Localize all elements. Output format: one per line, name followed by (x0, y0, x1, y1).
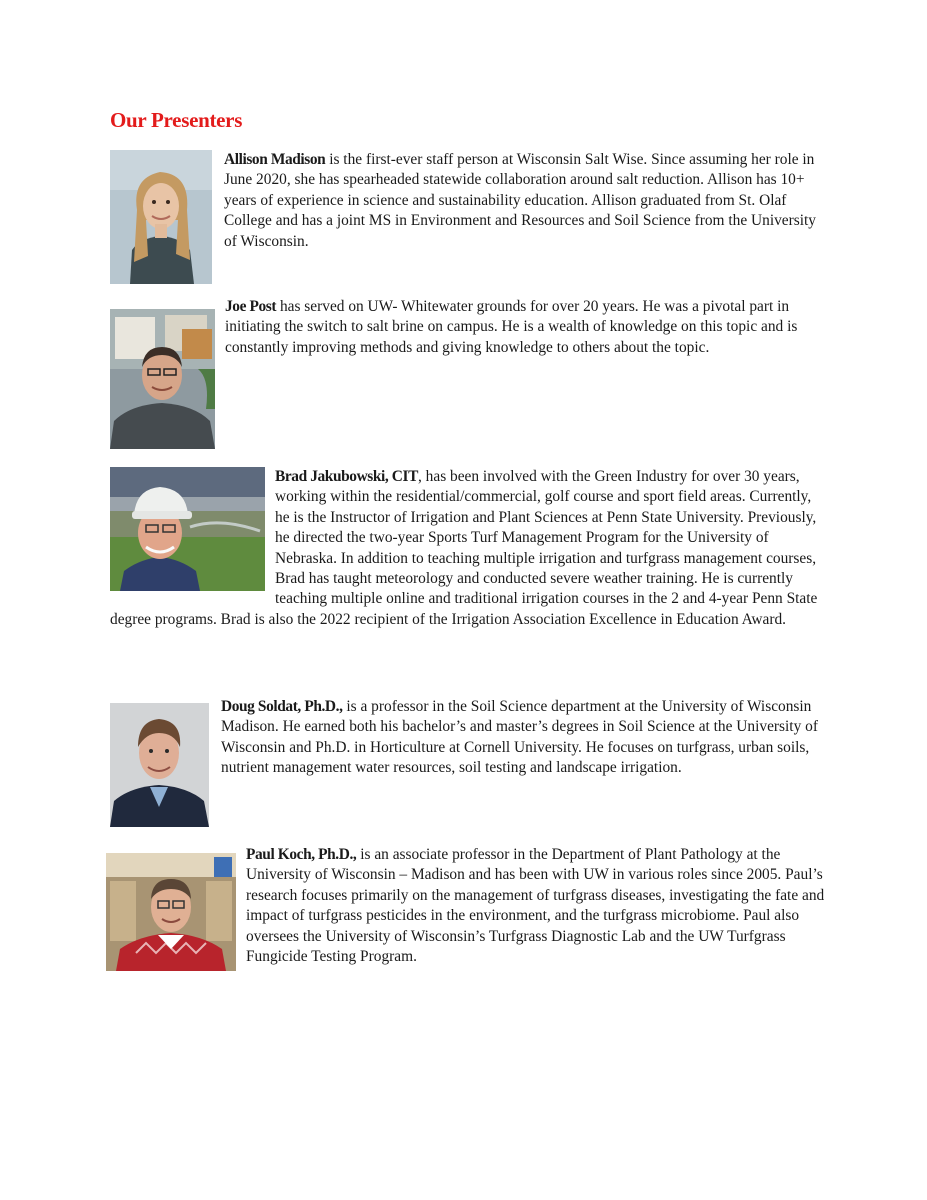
presenter-name: Paul Koch, Ph.D., (246, 846, 357, 863)
presenter-photo (110, 703, 209, 827)
page-title: Our Presenters (110, 108, 243, 132)
presenter-photo (110, 150, 212, 284)
presenter-bio: , has been involved with the Green Industry for over 30 years, working within the residential/commercial, golf course and sport field areas. Currently, he is the Instructor of Irrigation and Plant Sciences at Penn State University. Previously, he directed the two-year Sports Turf Management Program for the University of Nebraska. In addition to teaching multiple irrigation and turfgrass management courses, Brad has taught meteorology and conducted severe weather training. He is currently teaching multiple online and traditional irrigation courses in the 2 and 4-year Penn State degree programs. Brad is also the 2022 recipient of the Irrigation Association Excellence in Education Award. (110, 468, 818, 628)
presenter-paul-koch (106, 845, 826, 973)
presenter-photo (110, 467, 265, 591)
presenter-brad-jakubowski (110, 467, 820, 630)
presenter-doug-soldat (110, 697, 820, 829)
presenter-name: Brad Jakubowski, CIT (275, 468, 418, 485)
presenter-allison-madison (110, 150, 820, 286)
presenter-name: Joe Post (225, 298, 277, 315)
presenter-bio: is an associate professor in the Department of Plant Pathology at the University of Wisconsin – Madison and has been with UW in various roles since 2005. Paul’s research focuses primarily on the management of turfgrass diseases, investigating the fate and impact of turfgrass pesticides in the environment, and the turfgrass microbiome. Paul also oversees the University of Wisconsin’s Turfgrass Diagnostic Lab and the UW Turfgrass Fungicide Testing Program. (246, 846, 825, 966)
presenter-name: Allison Madison (224, 151, 326, 168)
presenter-photo (110, 309, 215, 449)
presenter-bio: is a professor in the Soil Science department at the University of Wisconsin Madison. He earned both his bachelor’s and master’s degrees in Soil Science at the University of Wisconsin and Ph.D. in Horticulture at Cornell University. He focuses on turfgrass, urban soils, nutrient management water resources, soil testing and landscape irrigation. (221, 698, 818, 777)
presenter-bio: has served on UW- Whitewater grounds for over 20 years. He was a pivotal part in initiating the switch to salt brine on campus. He is a wealth of knowledge on this topic and is constantly improving methods and giving knowledge to others about the topic. (225, 298, 798, 356)
presenter-bio: is the first-ever staff person at Wisconsin Salt Wise. Since assuming her role in June 2020, she has spearheaded statewide collaboration around salt reduction. Allison has 10+ years of experience in science and sustainability education. Allison graduated from St. Olaf College and has a joint MS in Environment and Resources and Soil Science from the University of Wisconsin. (224, 151, 816, 250)
presenter-name: Doug Soldat, Ph.D., (221, 698, 343, 715)
presenter-photo (106, 853, 236, 971)
presenter-joe-post (110, 297, 820, 451)
